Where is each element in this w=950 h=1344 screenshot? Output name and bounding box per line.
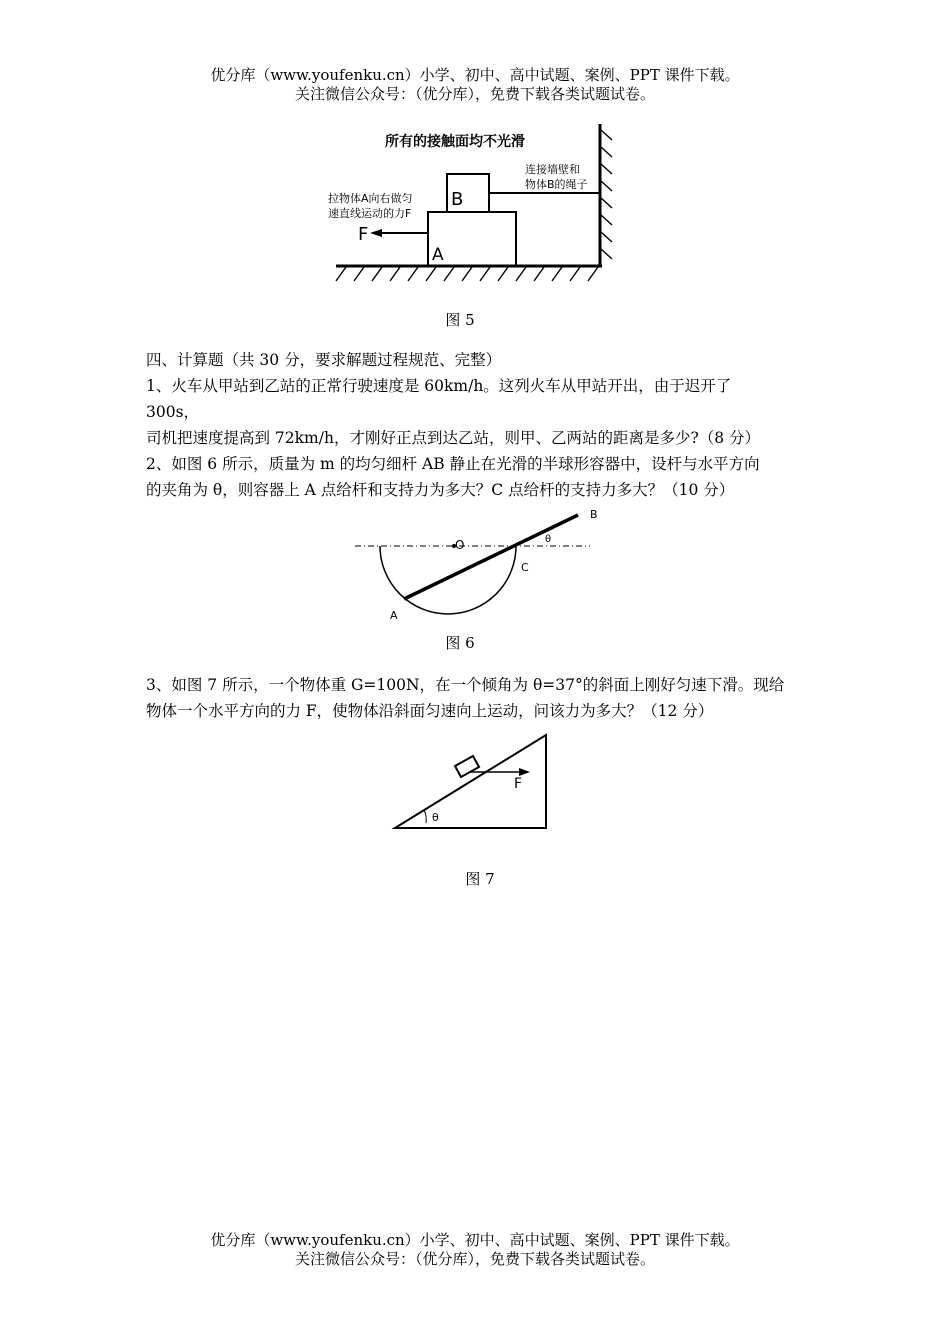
header-line-1: 优分库（www.youfenku.cn）小学、初中、高中试题、案例、PPT 课件下载。: [210, 66, 740, 84]
fig5-force-arrowhead: [370, 229, 382, 237]
fig6-label-c: C: [521, 561, 529, 574]
question-3: [146, 672, 816, 724]
question-1-line-3: 司机把速度提高到 72km/h，才刚好正点到达乙站，则甲、乙两站的距离是多少?（8 分）: [146, 429, 761, 447]
figure-5: [320, 120, 630, 300]
fig5-ground-hatching: [336, 267, 598, 281]
footer-line-1: 优分库（www.youfenku.cn）小学、初中、高中试题、案例、PPT 课件下载。: [210, 1231, 740, 1249]
question-1-line-1: 1、火车从甲站到乙站的正常行驶速度是 60km/h。这列火车从甲站开出，由于迟开了: [146, 377, 732, 395]
fig5-force-symbol: F: [358, 224, 369, 245]
fig5-title: 所有的接触面均不光滑: [385, 134, 525, 150]
figure-7-caption: 图 7: [465, 870, 495, 888]
fig6-label-o: O: [455, 538, 465, 552]
header-line-2: 关注微信公众号：（优分库），免费下载各类试题试卷。: [294, 85, 655, 103]
figure-7: [390, 730, 560, 840]
question-1-line-2: 300s，: [146, 403, 200, 421]
fig7-block: [455, 756, 479, 777]
figure-5-diagram: [320, 120, 630, 300]
fig5-wall-hatching: [601, 130, 612, 259]
fig5-force-label-1: 拉物体A向右做匀: [328, 192, 413, 205]
fig7-angle-arc: [424, 810, 426, 823]
question-3-line-2: 物体一个水平方向的力 F，使物体沿斜面匀速向上运动，问该力为多大？（12 分）: [146, 702, 714, 720]
fig6-rod-ab: [404, 515, 578, 599]
fig5-label-a: A: [432, 245, 444, 265]
calculation-section: [146, 347, 816, 503]
fig7-label-f: F: [514, 776, 523, 792]
fig5-rope-label-2: 物体B的绳子: [525, 178, 588, 191]
section-heading: 四、计算题（共 30 分，要求解题过程规范、完整）: [146, 351, 502, 369]
page-footer: [0, 1231, 950, 1269]
figure-6: [350, 505, 610, 630]
fig5-rope-label-1: 连接墙壁和: [525, 163, 580, 176]
fig5-label-b: B: [451, 189, 464, 210]
question-2-line-2: 的夹角为 θ，则容器上 A 点给杆和支持力为多大？C 点给杆的支持力多大？（10 分）: [146, 481, 735, 499]
question-3-line-1: 3、如图 7 所示，一个物体重 G=100N，在一个倾角为 θ=37°的斜面上刚好匀速下滑。现给: [146, 676, 785, 694]
figure-6-diagram: [350, 505, 610, 630]
fig7-incline: [395, 735, 546, 828]
footer-line-2: 关注微信公众号：（优分库），免费下载各类试题试卷。: [294, 1250, 655, 1268]
question-2-line-1: 2、如图 6 所示，质量为 m 的均匀细杆 AB 静止在光滑的半球形容器中，设杆与水平方向: [146, 455, 760, 473]
figure-5-caption: 图 5: [445, 311, 475, 329]
fig6-label-theta: θ: [545, 534, 552, 545]
fig5-force-label-2: 速直线运动的力F: [328, 207, 412, 220]
figure-7-diagram: [390, 730, 560, 840]
fig7-label-theta: θ: [432, 811, 439, 824]
fig6-label-a: A: [390, 609, 398, 622]
fig7-force-arrowhead: [519, 768, 530, 776]
figure-6-caption: 图 6: [445, 634, 475, 652]
fig6-label-b: B: [590, 508, 598, 521]
page-header: [0, 66, 950, 104]
